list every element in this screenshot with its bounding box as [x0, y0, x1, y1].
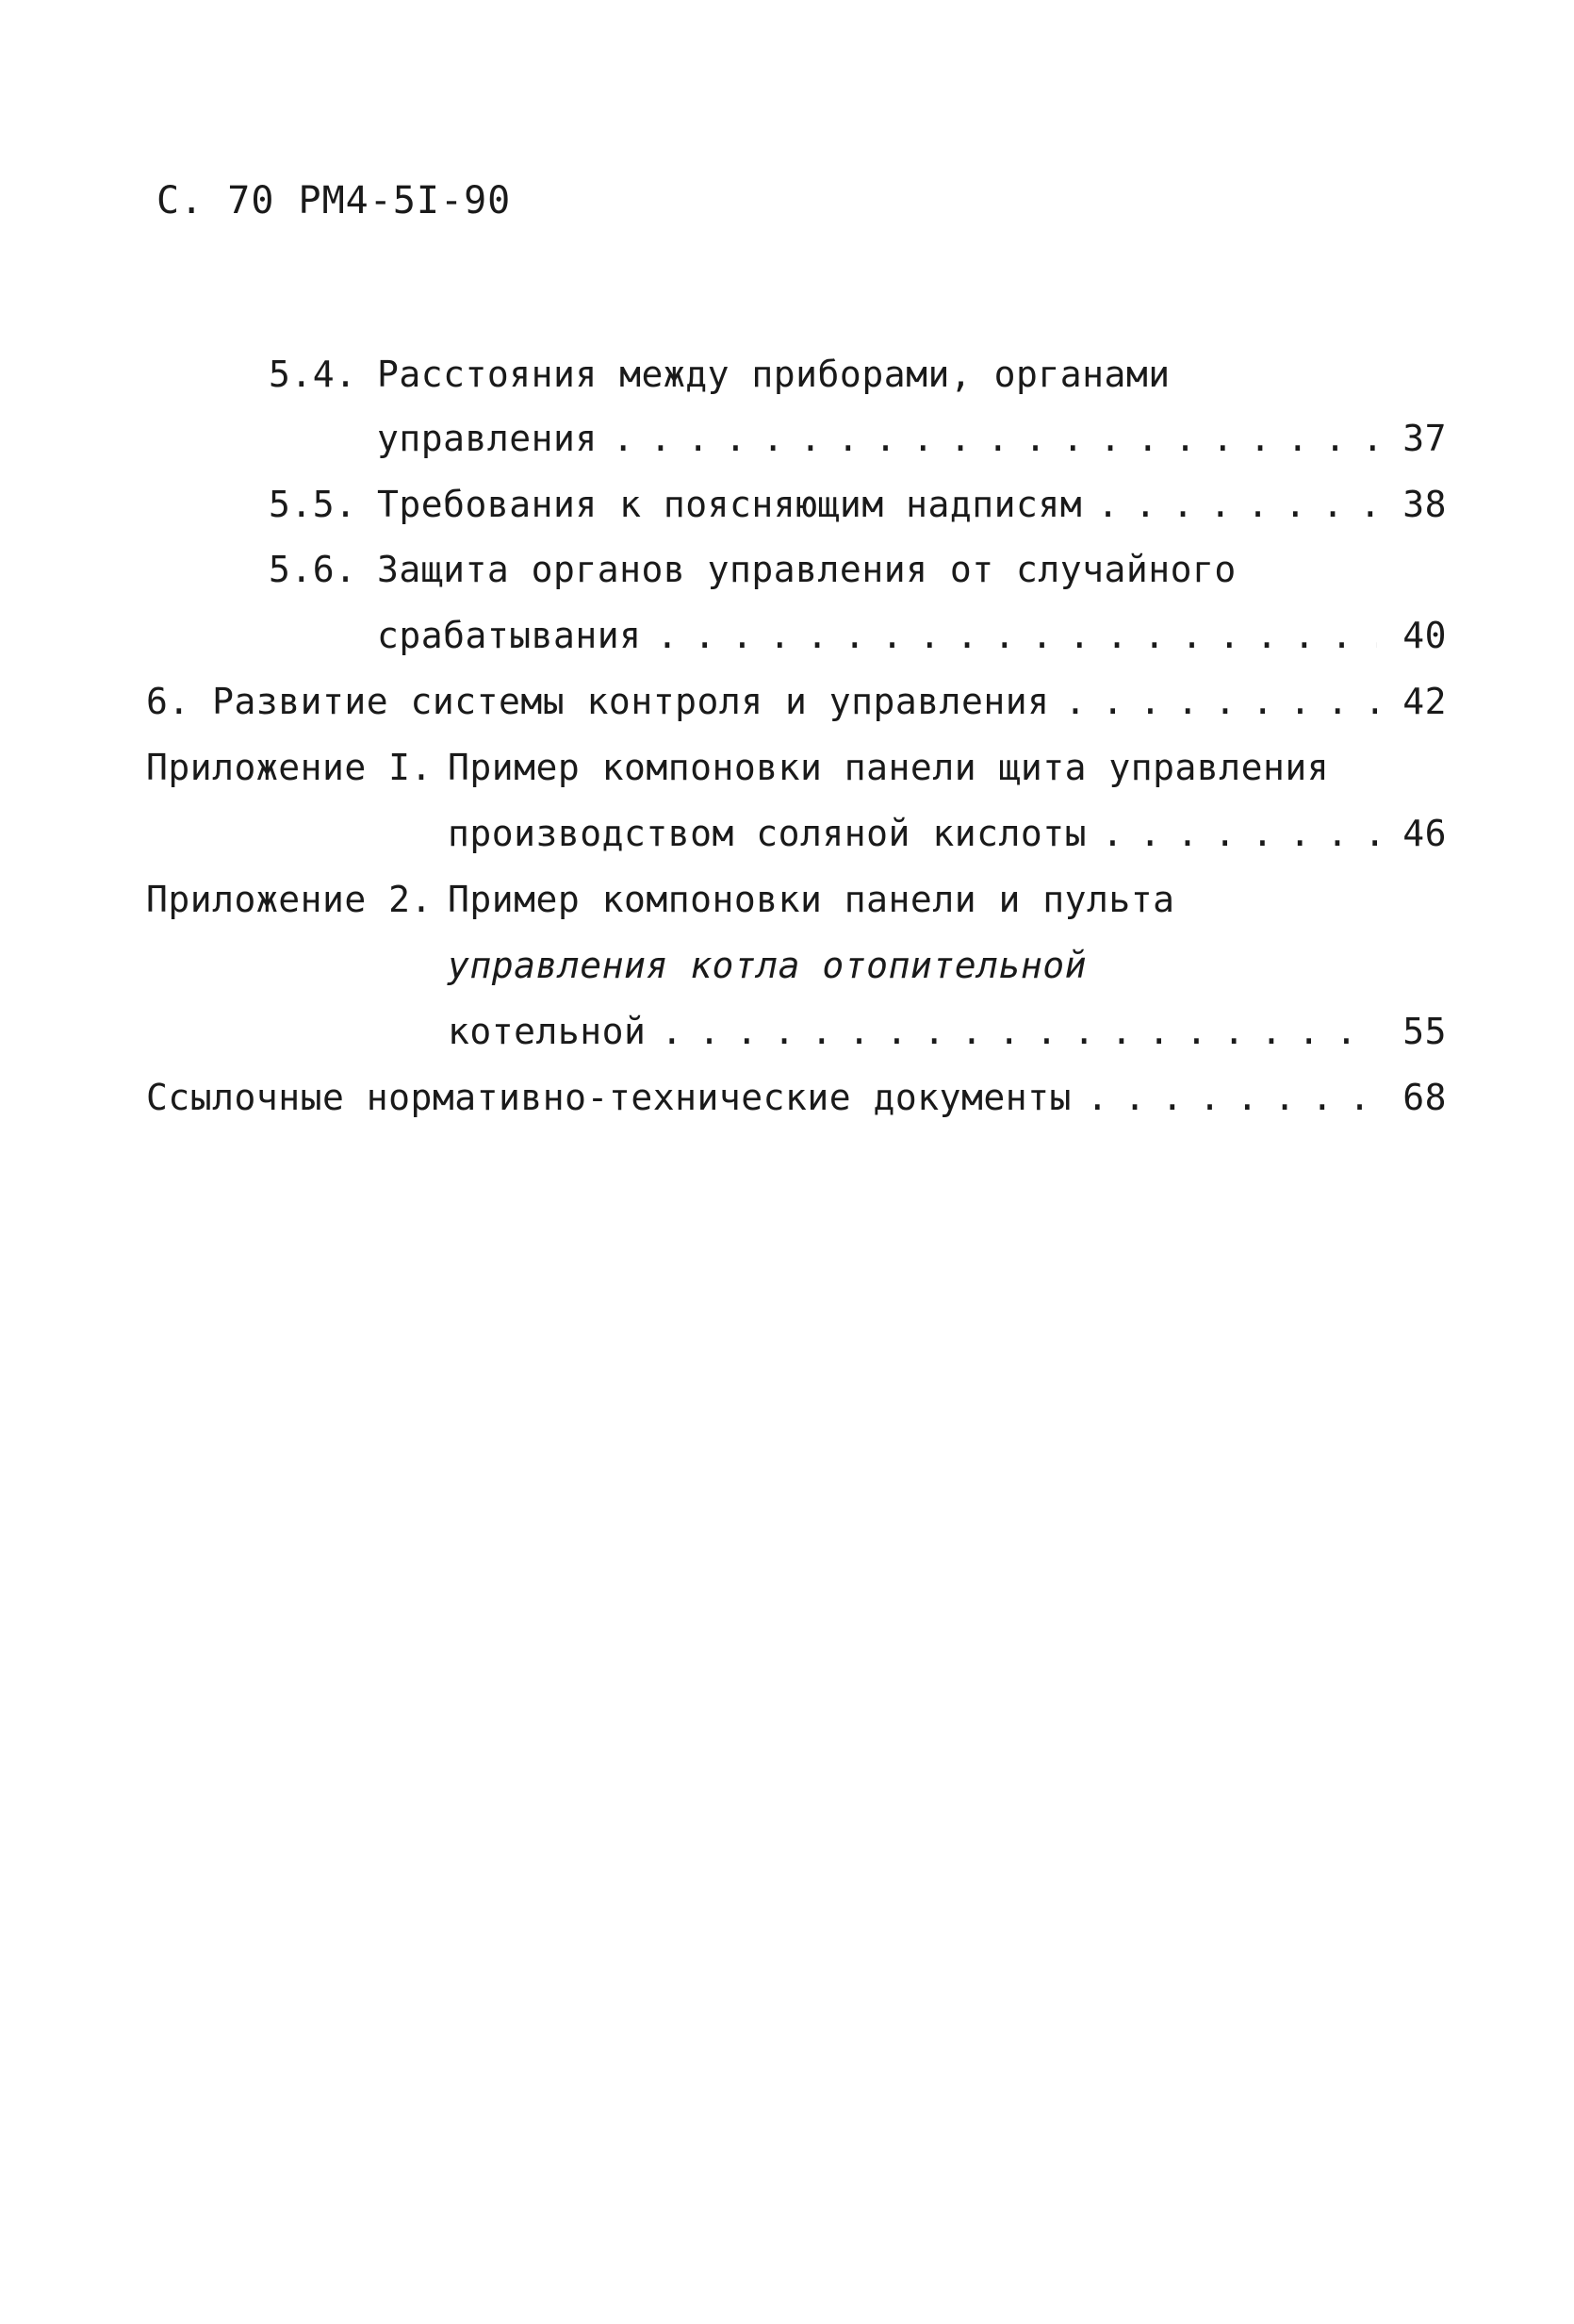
toc-references-title: Ссылочные нормативно-технические документы — [146, 1077, 1072, 1118]
toc-item-5-6-page: 40 — [1402, 615, 1447, 656]
toc-leader-dots — [657, 615, 1377, 656]
toc-item-5-6-number: 5.6. — [269, 549, 357, 590]
toc-appendix-1[interactable] — [448, 813, 1447, 854]
toc-appendix-2-page: 55 — [1402, 1011, 1447, 1052]
toc-item-5-5-title: Требования к поясняющим надписям — [377, 484, 1083, 525]
toc-appendix-2[interactable] — [448, 1011, 1447, 1052]
toc-item-6[interactable] — [146, 681, 1447, 722]
toc-item-6-title: 6. Развитие системы контроля и управления — [146, 681, 1050, 722]
toc-item-5-6-title: Защита органов управления от случайного — [377, 549, 1237, 590]
toc-appendix-2-title: Пример компоновки панели и пульта — [448, 879, 1175, 920]
toc-leader-dots — [1087, 1077, 1377, 1118]
toc-references-page: 68 — [1402, 1077, 1447, 1118]
toc-appendix-1-label: Приложение I. — [146, 747, 433, 788]
toc-leader-dots — [1065, 681, 1378, 722]
toc-leader-dots — [661, 1011, 1377, 1052]
toc-item-5-5-page: 38 — [1402, 484, 1447, 525]
toc-item-5-4-title-cont: управления — [377, 418, 598, 459]
toc-appendix-1-page: 46 — [1402, 813, 1447, 854]
toc-item-5-6[interactable] — [377, 615, 1447, 656]
toc-leader-dots — [1102, 813, 1377, 854]
toc-item-5-4-title: Расстояния между приборами, органами — [377, 354, 1171, 395]
toc-item-5-5-number: 5.5. — [269, 484, 357, 525]
toc-item-6-page: 42 — [1402, 681, 1447, 722]
toc-appendix-1-title-cont: производством соляной кислоты — [448, 813, 1087, 854]
toc-appendix-1-title: Пример компоновки панели щита управления — [448, 747, 1330, 788]
toc-references[interactable] — [146, 1077, 1447, 1118]
toc-leader-dots — [613, 418, 1377, 459]
toc-appendix-2-title-end: котельной — [448, 1011, 647, 1052]
toc-item-5-4[interactable] — [377, 418, 1447, 459]
toc-appendix-2-title-cont: управления котла отопительной — [448, 945, 1087, 986]
toc-leader-dots — [1097, 484, 1377, 525]
toc-item-5-4-page: 37 — [1402, 418, 1447, 459]
toc-item-5-6-title-cont: срабатывания — [377, 615, 642, 656]
toc-appendix-2-label: Приложение 2. — [146, 879, 433, 920]
toc-item-5-5[interactable] — [377, 484, 1447, 525]
page-header: С. 70 РМ4-5I-90 — [156, 179, 512, 223]
toc-item-5-4-number: 5.4. — [269, 354, 357, 395]
